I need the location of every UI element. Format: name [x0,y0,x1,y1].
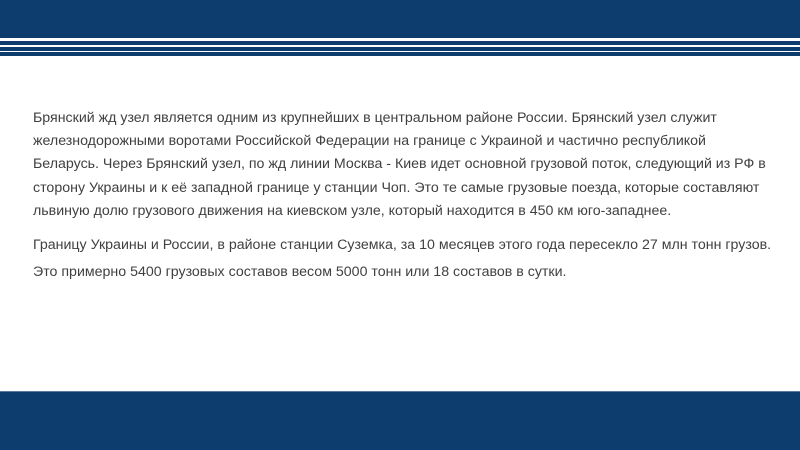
slide-body [33,107,773,286]
header-stripe [0,45,800,47]
header-stripe [0,51,800,52]
header-stripe [0,38,800,41]
footer-stripe [0,391,800,392]
footer-bar [0,391,800,450]
paragraph-bryansk-hub: Брянский жд узел является одним из крупнейших в центральном районе России. Брянский узел служит железнодорожными воротами Российской Федерации на границе с Украиной и частично республикой Беларусь. Через Брянский узел, по жд линии Москва - Киев идет основной грузовой поток, следующий из РФ в сторону Украины и к её западной границе у станции Чоп. Это те самые грузовые поезда, которые составляют львиную долю грузового движения на киевском узле, который находится в 450 км юго-западнее. [33,110,766,219]
paragraph-border-traffic: Границу Украины и России, в районе станции Суземка, за 10 месяцев этого года пересекло 27 млн тонн грузов. Это примерно 5400 грузовых составов весом 5000 тонн или 18 составов в сутки. [33,237,772,281]
header-bar [0,0,800,56]
